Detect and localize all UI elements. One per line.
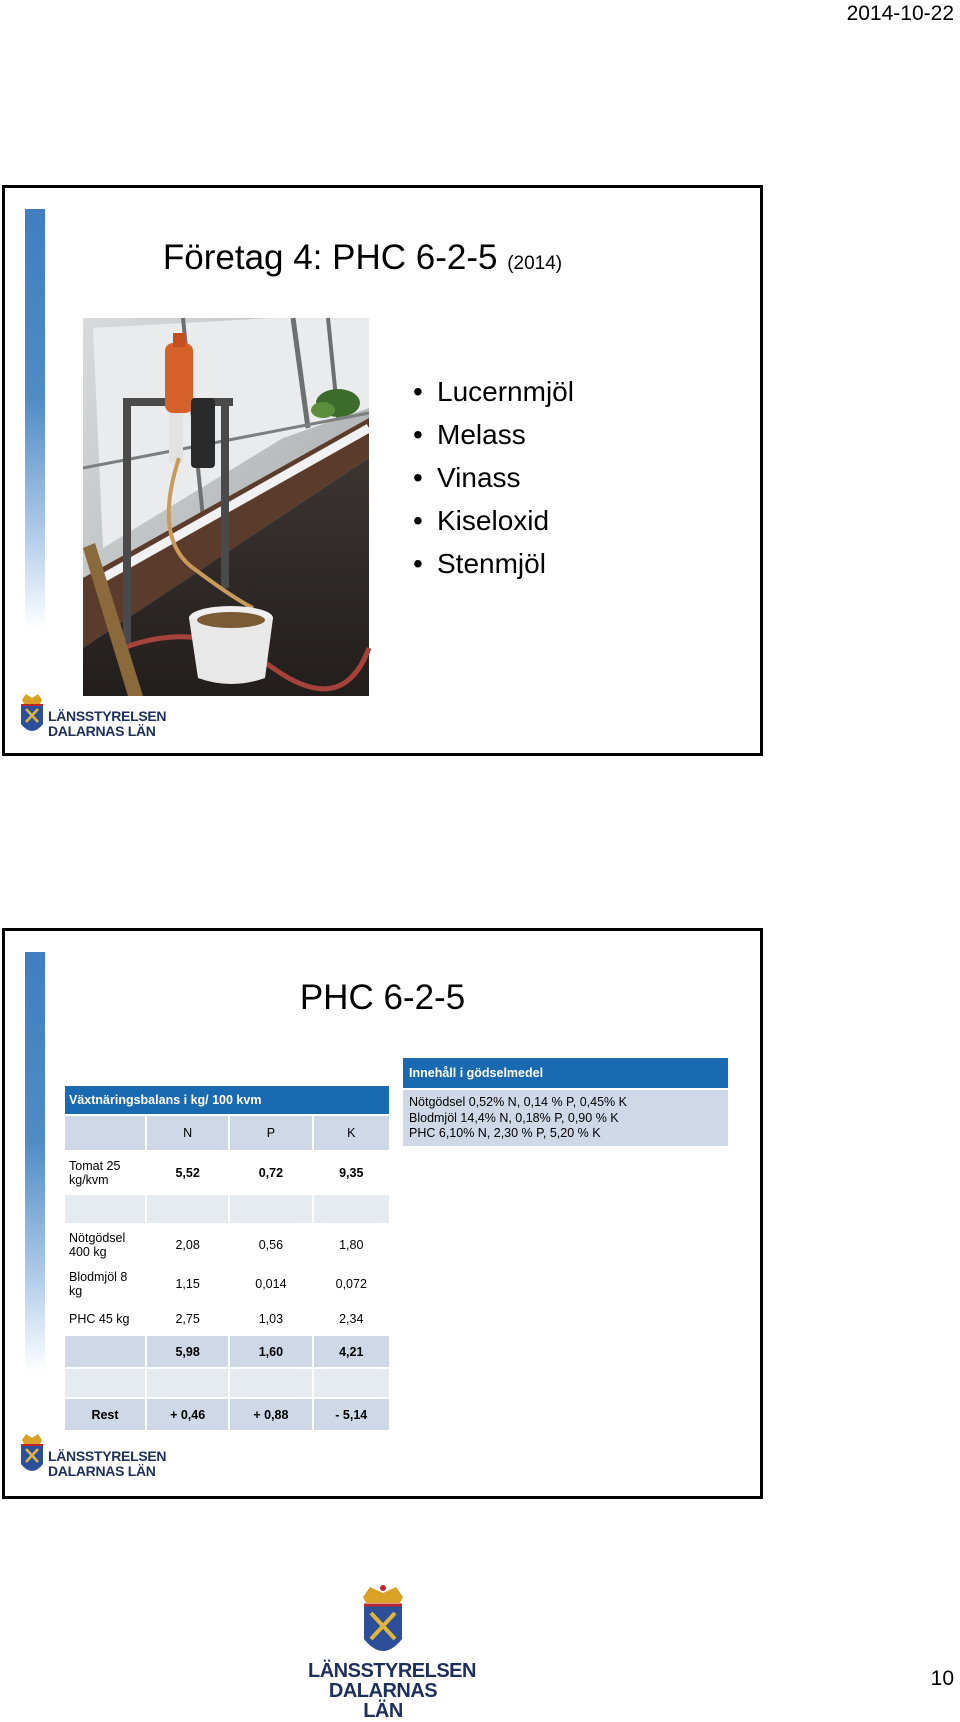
ingredient-list	[407, 370, 574, 585]
table-cell: 1,60	[229, 1335, 312, 1368]
list-item: • Melass	[407, 413, 574, 456]
logo-text	[48, 709, 166, 739]
content-table-body	[403, 1090, 728, 1146]
table-cell: 5,52	[146, 1151, 229, 1194]
row-label: Tomat 25 kg/kvm	[64, 1151, 146, 1194]
slide-1-title-main: Företag 4: PHC 6-2-5	[162, 238, 498, 277]
page-number: 10	[930, 1667, 954, 1690]
sum-row	[64, 1335, 390, 1368]
table-cell: 0,72	[229, 1151, 312, 1194]
row-label: Rest	[64, 1398, 146, 1431]
table-cell: 1,03	[229, 1302, 312, 1335]
crest-logo-icon	[17, 1432, 47, 1488]
slide-1-title-year: (2014)	[507, 253, 563, 274]
list-item: • Kiseloxid	[407, 499, 574, 542]
logo-line-1: LÄNSSTYRELSEN	[48, 1448, 167, 1464]
table-cell: 0,072	[313, 1265, 390, 1302]
logo-line-1: LÄNSSTYRELSEN	[48, 708, 167, 724]
greenhouse-photo	[83, 318, 369, 696]
logo-text	[48, 1449, 166, 1479]
table-cell: + 0,46	[146, 1398, 229, 1431]
fertilizer-content-table	[403, 1058, 728, 1146]
table-cell: + 0,88	[229, 1398, 312, 1431]
column-header-n: N	[146, 1115, 229, 1151]
table-row	[64, 1224, 390, 1265]
list-item: • Vinass	[407, 456, 574, 499]
logo-line-2: DALARNAS LÄN	[48, 723, 156, 739]
list-item: • Lucernmjöl	[407, 370, 574, 413]
table-cell	[229, 1368, 312, 1398]
table-cell	[64, 1115, 146, 1151]
rest-row	[64, 1398, 390, 1431]
table-row	[64, 1368, 390, 1398]
balance-table-header: Växtnäringsbalans i kg/ 100 kvm	[64, 1085, 390, 1115]
page-date: 2014-10-22	[846, 2, 954, 25]
table-cell: 2,34	[313, 1302, 390, 1335]
table-cell: 4,21	[313, 1335, 390, 1368]
table-row	[64, 1151, 390, 1194]
table-cell	[64, 1368, 146, 1398]
table-cell	[313, 1368, 390, 1398]
table-row	[64, 1194, 390, 1224]
table-cell: 5,98	[146, 1335, 229, 1368]
lansstyrelsen-logo	[17, 692, 167, 750]
table-cell: 0,56	[229, 1224, 312, 1265]
content-line: Blodmjöl 14,4% N, 0,18% P, 0,90 % K	[409, 1110, 619, 1125]
table-cell: 1,80	[313, 1224, 390, 1265]
table-cell: 1,15	[146, 1265, 229, 1302]
table-cell	[64, 1335, 146, 1368]
logo-line-2: DALARNAS LÄN	[328, 1680, 438, 1722]
table-cell	[146, 1368, 229, 1398]
table-cell: 0,014	[229, 1265, 312, 1302]
table-cell	[64, 1194, 146, 1224]
list-item: • Stenmjöl	[407, 542, 574, 585]
content-table-header: Innehåll i gödselmedel	[403, 1058, 728, 1088]
table-cell: 2,75	[146, 1302, 229, 1335]
slide-2-title: PHC 6-2-5	[299, 978, 466, 1017]
table-cell	[229, 1194, 312, 1224]
slide-2	[2, 928, 763, 1499]
content-line: Nötgödsel 0,52% N, 0,14 % P, 0,45% K	[409, 1095, 627, 1109]
slide-1-title	[5, 238, 720, 278]
slide-1	[2, 185, 763, 756]
table-cell: 2,08	[146, 1224, 229, 1265]
page-footer-logo	[308, 1583, 476, 1722]
column-header-p: P	[229, 1115, 312, 1151]
table-row	[64, 1265, 390, 1302]
content-line: PHC 6,10% N, 2,30 % P, 5,20 % K	[409, 1126, 601, 1140]
footer-logo-text	[308, 1660, 476, 1722]
column-header-k: K	[313, 1115, 390, 1151]
row-label: PHC 45 kg	[64, 1302, 146, 1335]
table-cell: 9,35	[313, 1151, 390, 1194]
table-cell	[313, 1194, 390, 1224]
crest-logo-icon	[17, 692, 47, 748]
table-cell: - 5,14	[313, 1398, 390, 1431]
table-cell	[146, 1194, 229, 1224]
lansstyrelsen-logo	[17, 1432, 167, 1490]
table-row	[64, 1302, 390, 1335]
row-label: Blodmjöl 8 kg	[64, 1265, 146, 1302]
row-label: Nötgödsel 400 kg	[64, 1224, 146, 1265]
logo-line-2: DALARNAS LÄN	[48, 1463, 156, 1479]
nutrient-balance-table	[63, 1084, 391, 1432]
logo-line-1: LÄNSSTYRELSEN	[308, 1660, 476, 1682]
